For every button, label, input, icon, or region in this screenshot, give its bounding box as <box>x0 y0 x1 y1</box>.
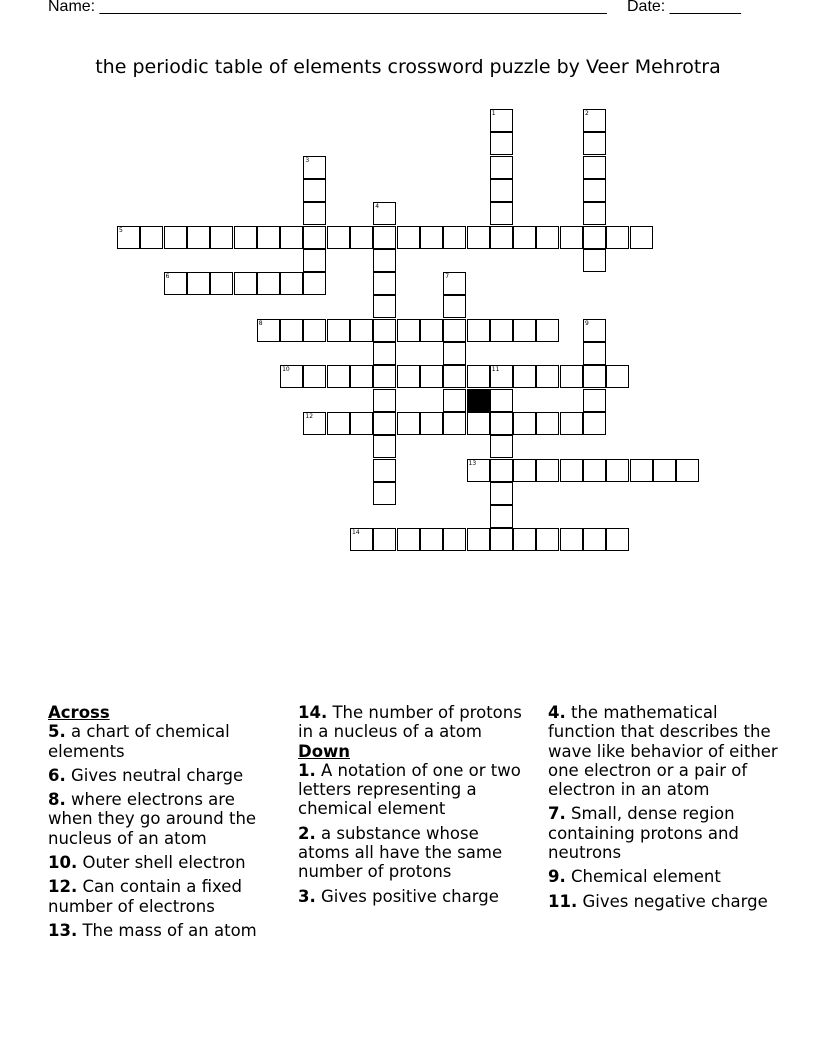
date-field: Date: ________ <box>627 0 741 15</box>
clue-text: a chart of chemical elements <box>48 722 230 761</box>
grid-cell[interactable] <box>536 226 559 249</box>
down-clue <box>298 887 528 906</box>
grid-cell[interactable] <box>280 365 303 388</box>
grid-cell[interactable] <box>443 226 466 249</box>
grid-cell[interactable] <box>210 226 233 249</box>
grid-cell[interactable] <box>443 342 466 365</box>
grid-cell[interactable] <box>327 226 350 249</box>
grid-cell[interactable] <box>467 226 490 249</box>
clue-number: 6. <box>48 765 66 785</box>
grid-cell[interactable] <box>490 505 513 528</box>
grid-cell[interactable] <box>490 319 513 342</box>
grid-cell[interactable] <box>397 528 420 551</box>
grid-cell[interactable] <box>280 319 303 342</box>
grid-cell[interactable] <box>257 319 280 342</box>
clue-number: 4 <box>375 203 380 211</box>
clue-number: 13 <box>468 459 477 467</box>
grid-cell[interactable] <box>583 342 606 365</box>
grid-cell[interactable] <box>373 319 396 342</box>
grid-cell[interactable] <box>606 226 629 249</box>
grid-cell[interactable] <box>490 226 513 249</box>
grid-cell[interactable] <box>280 272 303 295</box>
clue-number: 2. <box>298 823 316 843</box>
grid-cell[interactable] <box>373 482 396 505</box>
grid-cell[interactable] <box>583 226 606 249</box>
grid-cell[interactable] <box>373 459 396 482</box>
grid-cell[interactable] <box>606 365 629 388</box>
grid-cell[interactable] <box>583 319 606 342</box>
clue-number: 8 <box>258 319 263 327</box>
grid-cell[interactable] <box>443 389 466 412</box>
grid-cell[interactable] <box>327 365 350 388</box>
grid-cell[interactable] <box>373 528 396 551</box>
clue-number: 5 <box>119 226 123 234</box>
across-clue <box>298 703 528 742</box>
grid-cell[interactable] <box>373 295 396 318</box>
grid-cell[interactable] <box>513 226 536 249</box>
clue-text: The number of protons in a nucleus of a atom <box>298 703 522 742</box>
clue-number: 6 <box>165 273 170 281</box>
grid-cell[interactable] <box>490 482 513 505</box>
grid-cell[interactable] <box>443 319 466 342</box>
grid-cell[interactable] <box>303 202 326 225</box>
clue-text: a substance whose atoms all have the same number of protons <box>298 823 503 882</box>
grid-cell[interactable] <box>583 109 606 132</box>
clue-number: 13. <box>48 920 78 940</box>
grid-cell[interactable] <box>140 226 163 249</box>
grid-cell[interactable] <box>630 226 653 249</box>
grid-cell[interactable] <box>164 226 187 249</box>
grid-cell[interactable] <box>350 528 373 551</box>
grid-cell[interactable] <box>373 226 396 249</box>
grid-cell[interactable] <box>536 365 559 388</box>
grid-cell[interactable] <box>164 272 187 295</box>
grid-cell[interactable] <box>350 412 373 435</box>
grid-cell[interactable] <box>303 412 326 435</box>
grid-cell[interactable] <box>490 435 513 458</box>
grid-cell[interactable] <box>467 459 490 482</box>
grid-cell[interactable] <box>397 412 420 435</box>
grid-cell[interactable] <box>280 226 303 249</box>
grid-cell[interactable] <box>490 156 513 179</box>
grid-cell[interactable] <box>327 319 350 342</box>
grid-cell[interactable] <box>373 249 396 272</box>
clue-text: the mathematical function that describes the wave like behavior of either one electron or a pair of electron in an atom <box>548 703 778 800</box>
grid-cell[interactable] <box>513 412 536 435</box>
clue-number: 1. <box>298 760 316 780</box>
grid-cell[interactable] <box>350 226 373 249</box>
name-field: Name: _________________________________________________________ <box>48 0 607 15</box>
down-clue <box>548 892 778 911</box>
grid-cell[interactable] <box>210 272 233 295</box>
down-clue <box>548 867 778 886</box>
grid-cell[interactable] <box>490 109 513 132</box>
grid-cell[interactable] <box>257 272 280 295</box>
down-clue <box>548 703 778 799</box>
clue-text: Gives neutral charge <box>65 765 244 785</box>
across-clue <box>48 722 278 761</box>
across-clue <box>48 877 278 916</box>
clue-number: 9 <box>585 319 589 327</box>
grid-cell[interactable] <box>583 365 606 388</box>
clue-number: 12 <box>305 412 314 420</box>
clue-number: 7 <box>445 273 450 281</box>
clue-number: 14. <box>298 703 328 722</box>
grid-cell[interactable] <box>490 389 513 412</box>
grid-cell[interactable] <box>303 249 326 272</box>
grid-cell[interactable] <box>653 459 676 482</box>
clue-text: The mass of an atom <box>77 920 257 940</box>
down-clue <box>298 761 528 819</box>
grid-cell[interactable] <box>373 342 396 365</box>
grid-cell[interactable] <box>490 412 513 435</box>
grid-cell[interactable] <box>234 272 257 295</box>
grid-cell[interactable] <box>420 226 443 249</box>
grid-cell[interactable] <box>490 179 513 202</box>
across-clue <box>48 766 278 785</box>
clue-number: 8. <box>48 790 66 810</box>
grid-cell[interactable] <box>536 412 559 435</box>
clue-number: 14 <box>352 529 360 537</box>
grid-cell[interactable] <box>536 459 559 482</box>
grid-cell[interactable] <box>303 226 326 249</box>
grid-cell[interactable] <box>420 365 443 388</box>
clue-number: 11. <box>548 891 578 911</box>
grid-cell[interactable] <box>397 319 420 342</box>
grid-cell[interactable] <box>513 528 536 551</box>
grid-cell[interactable] <box>467 365 490 388</box>
grid-cell[interactable] <box>490 365 513 388</box>
clue-text: Chemical element <box>565 867 721 887</box>
grid-cell[interactable] <box>467 412 490 435</box>
across-clue <box>48 853 278 872</box>
clue-text: Outer shell electron <box>77 853 246 873</box>
grid-cell[interactable] <box>443 412 466 435</box>
grid-cell[interactable] <box>397 365 420 388</box>
grid-cell[interactable] <box>467 319 490 342</box>
grid-cell[interactable] <box>117 226 140 249</box>
grid-cell[interactable] <box>490 459 513 482</box>
grid-cell[interactable] <box>420 528 443 551</box>
grid-cell[interactable] <box>373 435 396 458</box>
grid-cell[interactable] <box>583 459 606 482</box>
black-cell <box>467 389 490 412</box>
clue-number: 9. <box>548 867 566 887</box>
down-heading: Down <box>298 741 351 761</box>
grid-cell[interactable] <box>583 202 606 225</box>
clue-text: Gives positive charge <box>315 886 499 906</box>
grid-cell[interactable] <box>303 272 326 295</box>
grid-cell[interactable] <box>443 365 466 388</box>
across-clue <box>48 921 278 940</box>
grid-cell[interactable] <box>560 226 583 249</box>
grid-cell[interactable] <box>350 319 373 342</box>
clue-text: where electrons are when they go around the nucleus of an atom <box>48 790 257 848</box>
grid-cell[interactable] <box>560 412 583 435</box>
across-heading: Across <box>48 703 110 722</box>
clue-number: 3. <box>298 886 316 906</box>
clue-text: Small, dense region containing protons and neutrons <box>548 804 739 863</box>
grid-cell[interactable] <box>443 272 466 295</box>
clue-number: 7. <box>548 804 566 824</box>
grid-cell[interactable] <box>583 156 606 179</box>
clue-number: 2 <box>585 110 589 117</box>
grid-cell[interactable] <box>303 156 326 179</box>
grid-cell[interactable] <box>583 249 606 272</box>
grid-cell[interactable] <box>327 412 350 435</box>
grid-cell[interactable] <box>606 528 629 551</box>
grid-cell[interactable] <box>536 528 559 551</box>
grid-cell[interactable] <box>303 179 326 202</box>
clue-text: A notation of one or two letters representing a chemical element <box>298 760 521 819</box>
grid-cell[interactable] <box>560 528 583 551</box>
grid-cell[interactable] <box>606 459 629 482</box>
grid-cell[interactable] <box>583 179 606 202</box>
grid-cell[interactable] <box>676 459 699 482</box>
grid-cell[interactable] <box>630 459 653 482</box>
grid-cell[interactable] <box>513 365 536 388</box>
grid-cell[interactable] <box>513 319 536 342</box>
clue-number: 1 <box>491 110 496 117</box>
grid-cell[interactable] <box>490 202 513 225</box>
down-clue <box>298 824 528 882</box>
grid-cell[interactable] <box>583 412 606 435</box>
grid-cell[interactable] <box>583 389 606 412</box>
grid-cell[interactable] <box>583 528 606 551</box>
grid-cell[interactable] <box>420 412 443 435</box>
clue-text: Gives negative charge <box>577 891 768 911</box>
grid-cell[interactable] <box>303 319 326 342</box>
clue-number: 10. <box>48 853 78 873</box>
grid-cell[interactable] <box>513 459 536 482</box>
grid-cell[interactable] <box>536 319 559 342</box>
page-title: the periodic table of elements crossword puzzle by Veer Mehrotra <box>95 56 721 78</box>
grid-cell[interactable] <box>257 226 280 249</box>
clue-number: 3 <box>305 156 310 164</box>
grid-cell[interactable] <box>373 412 396 435</box>
grid-cell[interactable] <box>467 528 490 551</box>
grid-cell[interactable] <box>303 365 326 388</box>
grid-cell[interactable] <box>234 226 257 249</box>
clue-number: 4. <box>548 703 566 722</box>
down-clue <box>548 804 778 862</box>
grid-cell[interactable] <box>583 132 606 155</box>
across-clue <box>48 790 278 848</box>
grid-cell[interactable] <box>373 389 396 412</box>
grid-cell[interactable] <box>490 528 513 551</box>
clue-list <box>48 703 778 948</box>
grid-cell[interactable] <box>397 226 420 249</box>
clue-number: 5. <box>48 722 66 742</box>
clue-number: 10 <box>282 366 290 374</box>
grid-cell[interactable] <box>443 295 466 318</box>
grid-cell[interactable] <box>560 459 583 482</box>
clue-text: Can contain a fixed number of electrons <box>48 877 242 916</box>
grid-cell[interactable] <box>373 365 396 388</box>
grid-cell[interactable] <box>560 365 583 388</box>
grid-cell[interactable] <box>187 272 210 295</box>
grid-cell[interactable] <box>373 202 396 225</box>
grid-cell[interactable] <box>373 272 396 295</box>
grid-cell[interactable] <box>443 528 466 551</box>
clue-number: 11 <box>491 366 500 374</box>
grid-cell[interactable] <box>350 365 373 388</box>
grid-cell[interactable] <box>187 226 210 249</box>
grid-cell[interactable] <box>420 319 443 342</box>
clue-number: 12. <box>48 877 78 897</box>
grid-cell[interactable] <box>490 132 513 155</box>
